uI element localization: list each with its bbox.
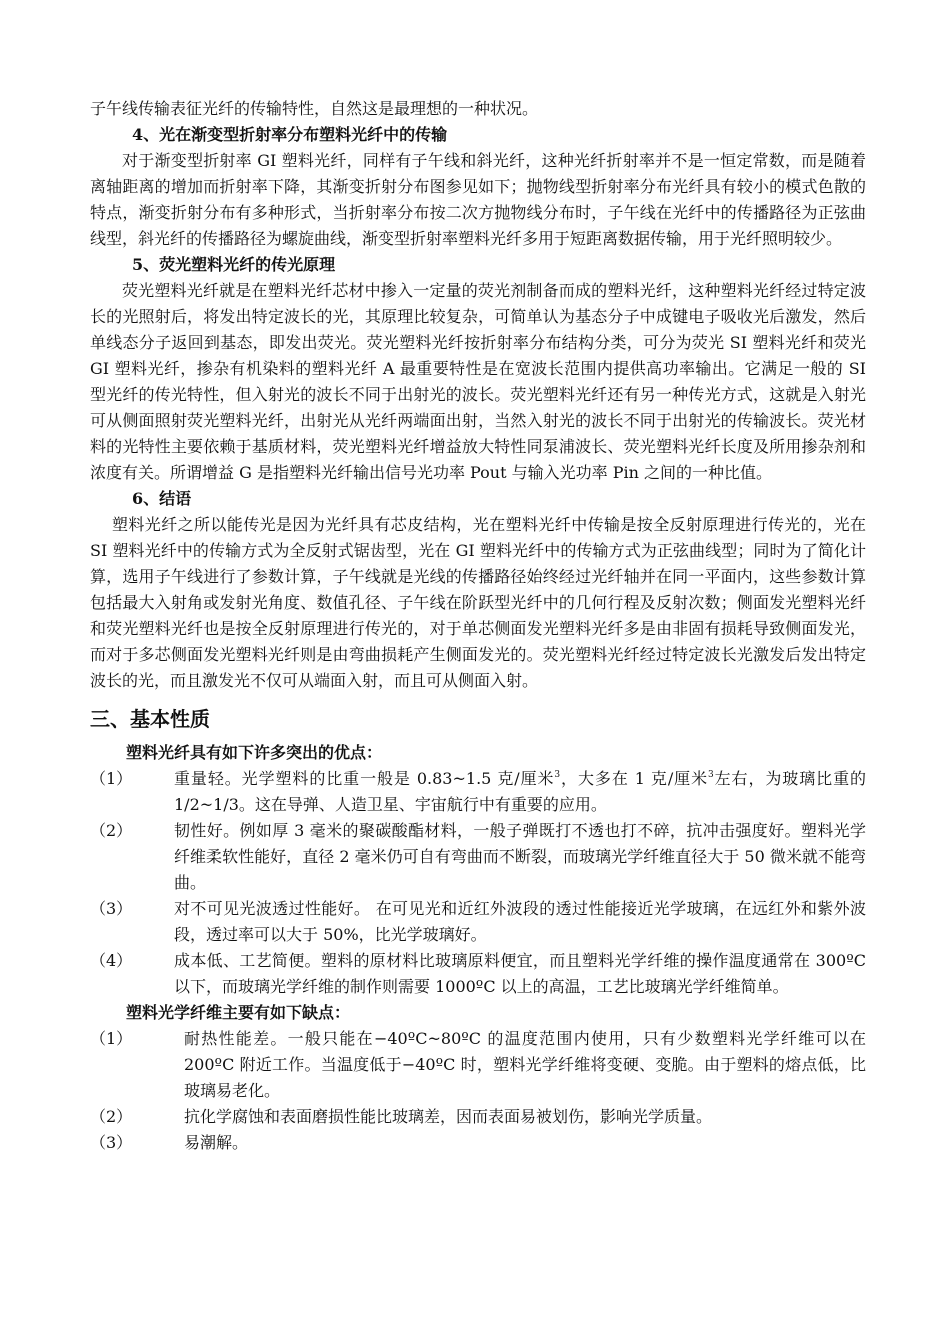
disadvantages-heading: 塑料光学纤维主要有如下缺点： xyxy=(126,1003,351,1022)
disadvantage-item xyxy=(90,1026,866,1104)
section-5-heading: 5、荧光塑料光纤的传光原理 xyxy=(132,255,336,274)
advantage-item xyxy=(90,818,866,896)
section-3-title: 三、基本性质 xyxy=(90,707,210,731)
advantage-item xyxy=(90,896,866,948)
section-4-body: 对于渐变型折射率 GI 塑料光纤，同样有子午线和斜光纤，这种光纤折射率并不是一恒定常数，而是随着离轴距离的增加而折射率下降，其渐变折射分布图参见如下；抛物线型折射率分布光纤具有较小的模式色散的特点，渐变折射分布有多种形式，当折射率分布按二次方抛物线分布时，子午线在光纤中的传播路径为正弦曲线型，斜光纤的传播路径为螺旋曲线，渐变型折射率塑料光纤多用于短距离数据传输，用于光纤照明较少。 xyxy=(90,151,866,248)
list-number: （2） xyxy=(90,1107,133,1126)
advantage-item xyxy=(90,766,866,818)
disadvantage-item xyxy=(90,1130,866,1156)
section-6-body: 塑料光纤之所以能传光是因为光纤具有芯皮结构，光在塑料光纤中传输是按全反射原理进行传光的，光在 SI 塑料光纤中的传输方式为全反射式锯齿型，光在 GI 塑料光纤中的传输方式为正弦曲线型；同时为了简化计算，选用子午线进行了参数计算，子午线就是光线的传播路径始终经过光纤轴并在同一平面内，这些参数计算包括最大入射角或发射光角度、数值孔径、子午线在阶跃型光纤中的几何行程及反射次数；侧面发光塑料光纤和荧光塑料光纤也是按全反射原理进行传光的，对于单芯侧面发光塑料光纤多是由非固有损耗导致侧面发光，而对于多芯侧面发光塑料光纤则是由弯曲损耗产生侧面发光的。荧光塑料光纤经过特定波长光激发后发出特定波长的光，而且激发光不仅可从端面入射，而且可从侧面入射。 xyxy=(90,515,866,690)
list-number: （2） xyxy=(90,821,133,840)
list-text: 韧性好。例如厚 3 毫米的聚碳酸酯材料，一般子弹既打不透也打不碎，抗冲击强度好。塑料光学纤维柔软性能好，直径 2 毫米仍可自有弯曲而不断裂，而玻璃光学纤维直径大于 50 微米就不能弯曲。 xyxy=(174,821,866,892)
section-6-heading: 6、结语 xyxy=(132,489,192,508)
list-text: 重量轻。光学塑料的比重一般是 0.83~1.5 克/厘米$^3$，大多在 1 克/厘米$^3$左右，为玻璃比重的 1/2~1/3。这在导弹、人造卫星、宇宙航行中有重要的应用。 xyxy=(174,769,866,814)
advantage-item xyxy=(90,948,866,1000)
list-text: 耐热性能差。一般只能在−40ºC~80ºC 的温度范围内使用，只有少数塑料光学纤维可以在 200ºC 附近工作。当温度低于−40ºC 时，塑料光学纤维将变硬、变脆。由于塑料的熔点低，比玻璃易老化。 xyxy=(184,1029,866,1100)
section-4-heading: 4、光在渐变型折射率分布塑料光纤中的传输 xyxy=(132,125,448,144)
list-text: 成本低、工艺简便。塑料的原材料比玻璃原料便宜，而且塑料光学纤维的操作温度通常在 300ºC 以下，而玻璃光学纤维的制作则需要 1000ºC 以上的高温，工艺比玻璃光学纤维简单。 xyxy=(174,951,866,996)
document-page xyxy=(90,96,866,1156)
list-text: 易潮解。 xyxy=(184,1133,249,1152)
list-number: （4） xyxy=(90,951,133,970)
disadvantage-item xyxy=(90,1104,866,1130)
list-number: （1） xyxy=(90,1029,133,1048)
advantages-heading: 塑料光纤具有如下许多突出的优点： xyxy=(126,743,383,762)
section-5-body: 荧光塑料光纤就是在塑料光纤芯材中掺入一定量的荧光剂制备而成的塑料光纤，这种塑料光纤经过特定波长的光照射后，将发出特定波长的光，其原理比较复杂，可简单认为基态分子中成键电子吸收光后激发，然后单线态分子返回到基态，即发出荧光。荧光塑料光纤按折射率分布结构分类，可分为荧光 SI 塑料光纤和荧光 GI 塑料光纤，掺杂有机染料的塑料光纤 A 最重要特性是在宽波长范围内提供高功率输出。它满足一般的 SI 型光纤的传光特性，但入射光的波长不同于出射光的波长。荧光塑料光纤还有另一种传光方式，这就是入射光可从侧面照射荧光塑料光纤，出射光从光纤两端面出射，当然入射光的波长不同于出射光的传输波长。荧光材料的光特性主要依赖于基质材料，荧光塑料光纤增益放大特性同泵浦波长、荧光塑料光纤长度及所用掺杂剂和浓度有关。所谓增益 G 是指塑料光纤输出信号光功率 Pout 与输入光功率 Pin 之间的一种比值。 xyxy=(90,281,866,482)
list-text: 抗化学腐蚀和表面磨损性能比玻璃差，因而表面易被划伤，影响光学质量。 xyxy=(184,1107,713,1126)
list-number: （3） xyxy=(90,1133,133,1152)
list-number: （1） xyxy=(90,769,133,788)
intro-tail-paragraph: 子午线传输表征光纤的传输特性，自然这是最理想的一种状况。 xyxy=(90,99,539,118)
list-number: （3） xyxy=(90,899,133,918)
list-text: 对不可见光波透过性能好。 在可见光和近红外波段的透过性能接近光学玻璃，在远红外和紫外波段，透过率可以大于 50%，比光学玻璃好。 xyxy=(174,899,866,944)
